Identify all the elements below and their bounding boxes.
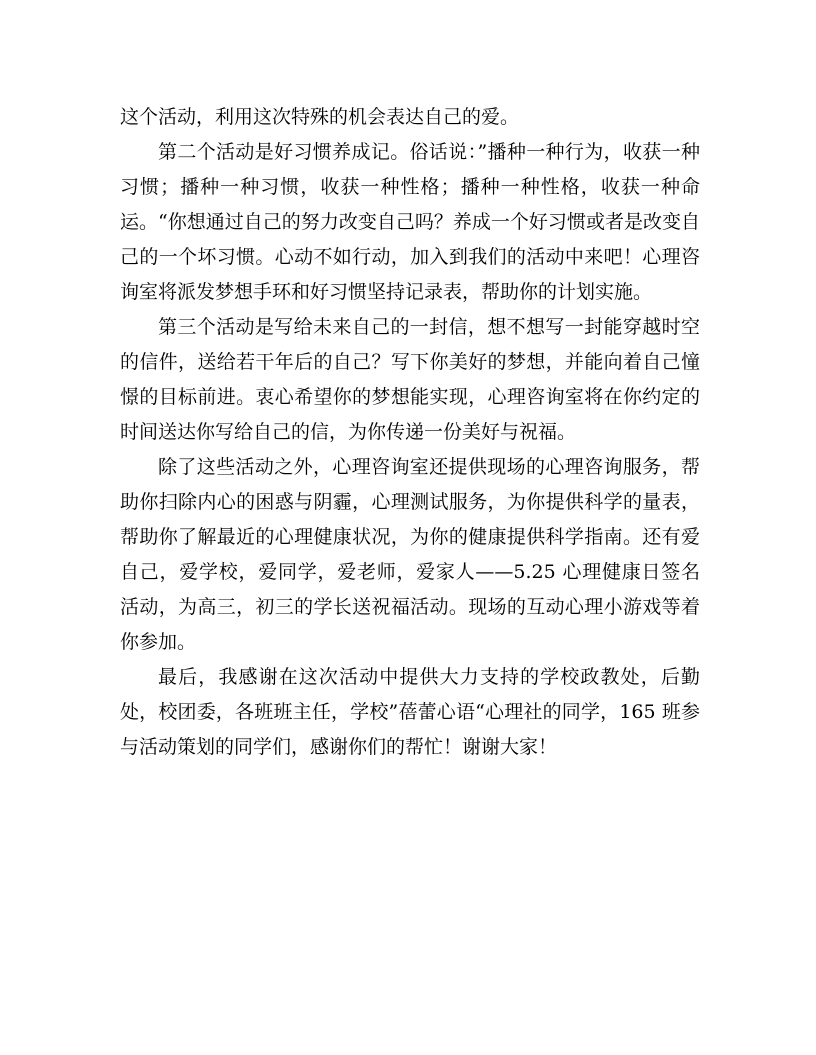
paragraph-1: 这个活动，利用这次特殊的机会表达自己的爱。	[120, 106, 520, 128]
paragraph-4: 除了这些活动之外，心理咨询室还提供现场的心理咨询服务，帮助你扫除内心的困惑与阴霾，心理测试服务，为你提供科学的量表，帮助你了解最近的心理健康状况，为你的健康提供科学指南。还有爱自己，爱学校，爱同学，爱老师，爱家人——5.25 心理健康日签名活动，为高三，初三的学长送祝福活动。现场的互动心理小游戏等着你参加。	[120, 456, 700, 653]
paragraph-3: 第三个活动是写给未来自己的一封信，想不想写一封能穿越时空的信件，送给若干年后的自己？写下你美好的梦想，并能向着自己憧憬的目标前进。衷心希望你的梦想能实现，心理咨询室将在你约定的时间送达你写给自己的信，为你传递一份美好与祝福。	[120, 316, 700, 443]
paragraph-5: 最后，我感谢在这次活动中提供大力支持的学校政教处，后勤处，校团委，各班班主任，学校”蓓蕾心语“心理社的同学，165 班参与活动策划的同学们，感谢你们的帮忙！谢谢大家！	[120, 666, 700, 758]
paragraph-2: 第二个活动是好习惯养成记。俗话说：”播种一种行为，收获一种习惯；播种一种习惯，收获一种性格；播种一种性格，收获一种命运。“你想通过自己的努力改变自己吗？养成一个好习惯或者是改变自己的一个坏习惯。心动不如行动，加入到我们的活动中来吧！心理咨询室将派发梦想手环和好习惯坚持记录表，帮助你的计划实施。	[120, 141, 700, 303]
document-page	[120, 100, 700, 765]
